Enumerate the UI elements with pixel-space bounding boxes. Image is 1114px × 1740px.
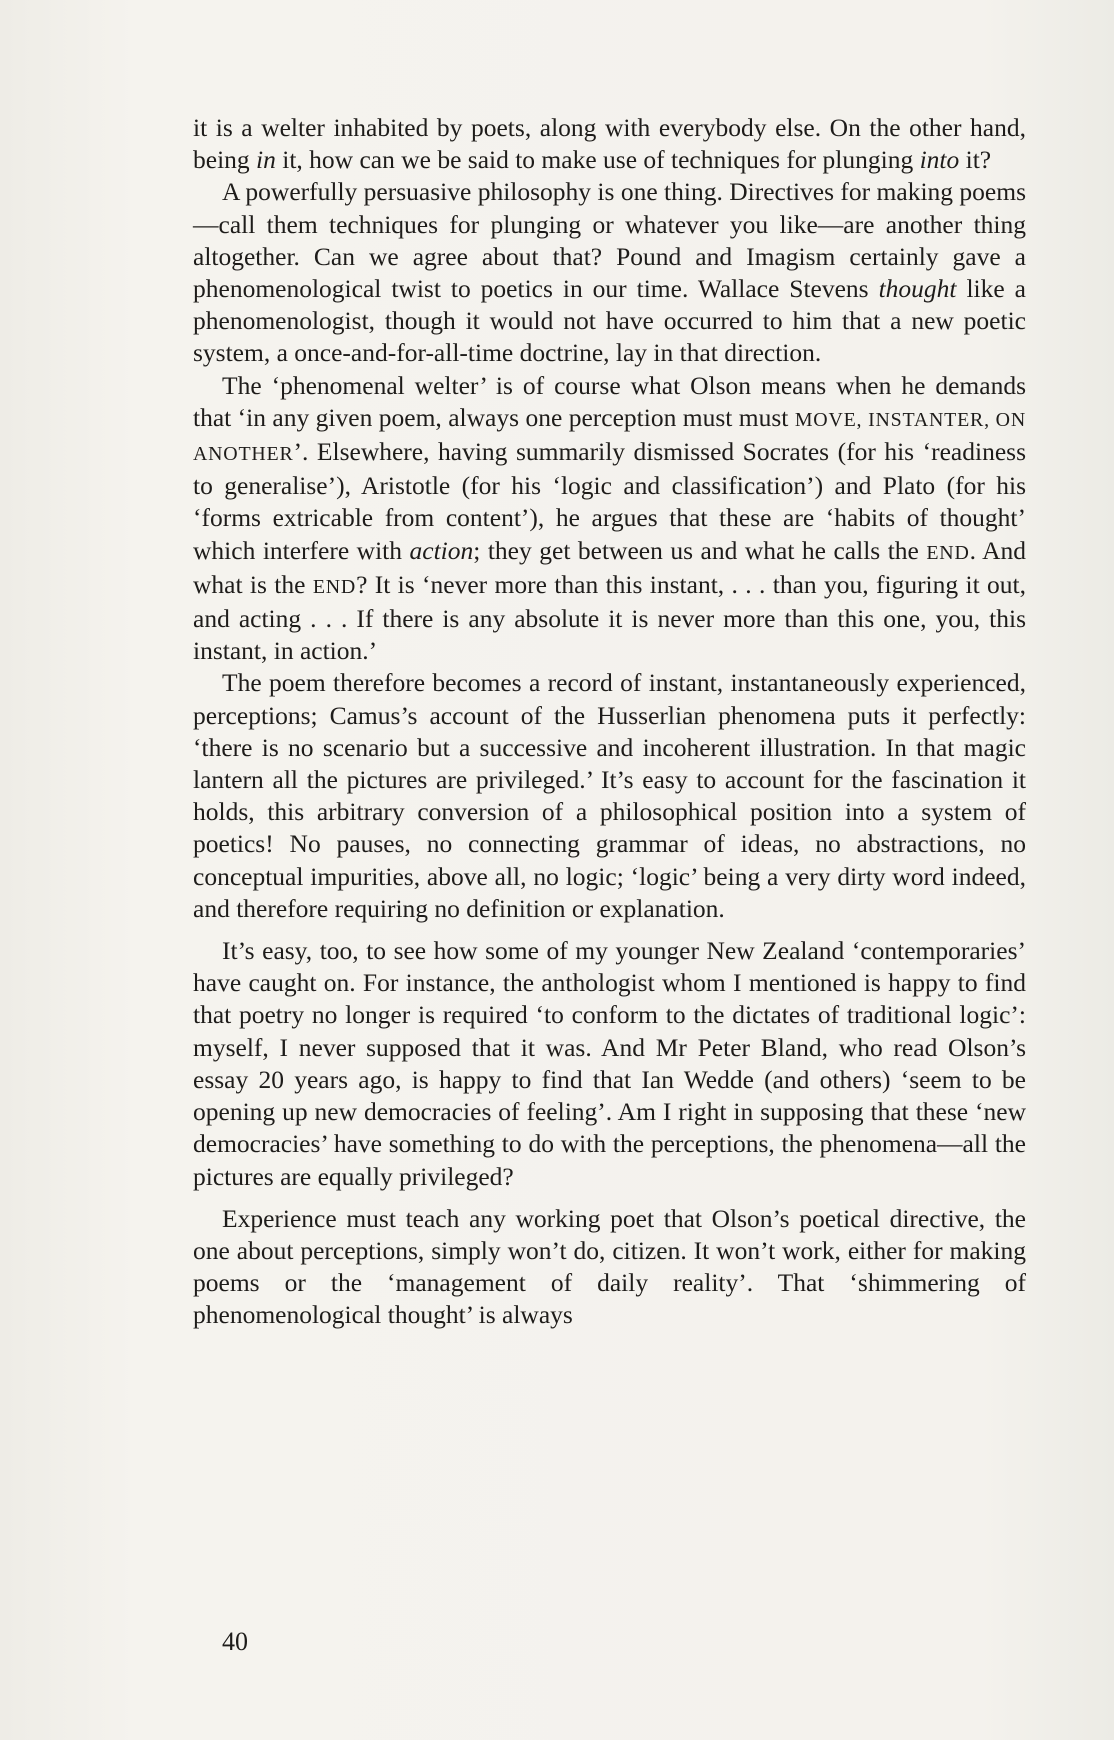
smallcaps-text: MOVE, INSTANTER, ON ANOTHER bbox=[193, 408, 1026, 466]
text-run: It’s easy, too, to see how some of my younger New Zealand ‘contemporaries’ have caught on. For instance, the anthologist whom I mentioned is happy to find that poetry no longer is required ‘to conform to the dictates of traditional logic’: myself, I never supposed that it was. And Mr Peter Bland, who read Olson’s essay 20 years ago, is happy to find that Ian Wedde (and others) ‘seem to be opening up new democracies of feeling’. Am I right in supposing that these ‘new democracies’ have something to do with the perceptions, the phenomena—all the pictures are equally privileged? bbox=[193, 936, 1026, 1191]
paragraph bbox=[193, 370, 1026, 668]
text-run: ? It is ‘never more than this instant, . . . than you, figuring it out, and acting . . . If there is any absolute it is never more than this one, you, this instant, in action.’ bbox=[193, 569, 1026, 666]
paragraph bbox=[193, 667, 1026, 925]
text-run: ; they get between us and what he calls the bbox=[473, 535, 927, 565]
text-run: Experience must teach any working poet that Olson’s poetical directive, the one about perceptions, simply won’t do, citizen. It won’t work, either for making poems or the ‘management of daily reality’. That ‘shimmering of phenomenological thought’ is always bbox=[193, 1203, 1026, 1330]
paragraph bbox=[193, 112, 1026, 176]
text-run: . And what is the bbox=[193, 535, 1026, 599]
text-run: The ‘phenomenal welter’ is of course what Olson means when he demands that ‘in any given poem, always one perception must must bbox=[193, 370, 1026, 432]
body-text bbox=[193, 112, 1026, 1332]
paragraph bbox=[193, 935, 1026, 1193]
text-run: A powerfully persuasive philosophy is one thing. Directives for making poems—call them techniques for plunging or whatever you like—are another thing altogether. Can we agree about that? Pound and Imagism certainly gave a phenomenological twist to poetics in our time. Wallace Stevens bbox=[193, 177, 1026, 304]
text-run: it, how can we be said to make use of techniques for plunging bbox=[275, 145, 920, 175]
page-number: 40 bbox=[222, 1627, 248, 1656]
text-run: it? bbox=[959, 145, 992, 175]
paragraph bbox=[193, 176, 1026, 369]
emphasis-text: action bbox=[409, 535, 474, 565]
emphasis-text: into bbox=[919, 145, 960, 175]
smallcaps-text: END bbox=[312, 575, 357, 598]
smallcaps-text: END bbox=[926, 541, 970, 564]
emphasis-text: in bbox=[256, 145, 276, 175]
emphasis-text: thought bbox=[878, 274, 957, 304]
text-run: it is a welter inhabited by poets, along with everybody else. On the other hand, being bbox=[193, 113, 1026, 175]
paragraph bbox=[193, 1203, 1026, 1332]
text-run: ’. Elsewhere, having summarily dismissed Socrates (for his ‘readiness to generalise’), Aristotle (for his ‘logic and classification’) and Plato (for his ‘forms extricable from content’), he argues that these are ‘habits of thought’ which interfere with bbox=[193, 437, 1026, 565]
text-run: like a phenomenologist, though it would not have occurred to him that a new poetic system, a once-and-for-all-time doctrine, lay in that direction. bbox=[193, 274, 1026, 368]
text-run: The poem therefore becomes a record of instant, instantaneously experienced, perceptions; Camus’s account of the Husserlian phenomena puts it perfectly: ‘there is no scenario but a successive and incoherent illustration. In that magic lantern all the pictures are privileged.’ It’s easy to account for the fascination it holds, this arbitrary conversion of a philosophical position into a system of poetics! No pauses, no connecting grammar of ideas, no abstractions, no conceptual impurities, above all, no logic; ‘logic’ being a very dirty word indeed, and therefore requiring no definition or explanation. bbox=[193, 668, 1026, 923]
